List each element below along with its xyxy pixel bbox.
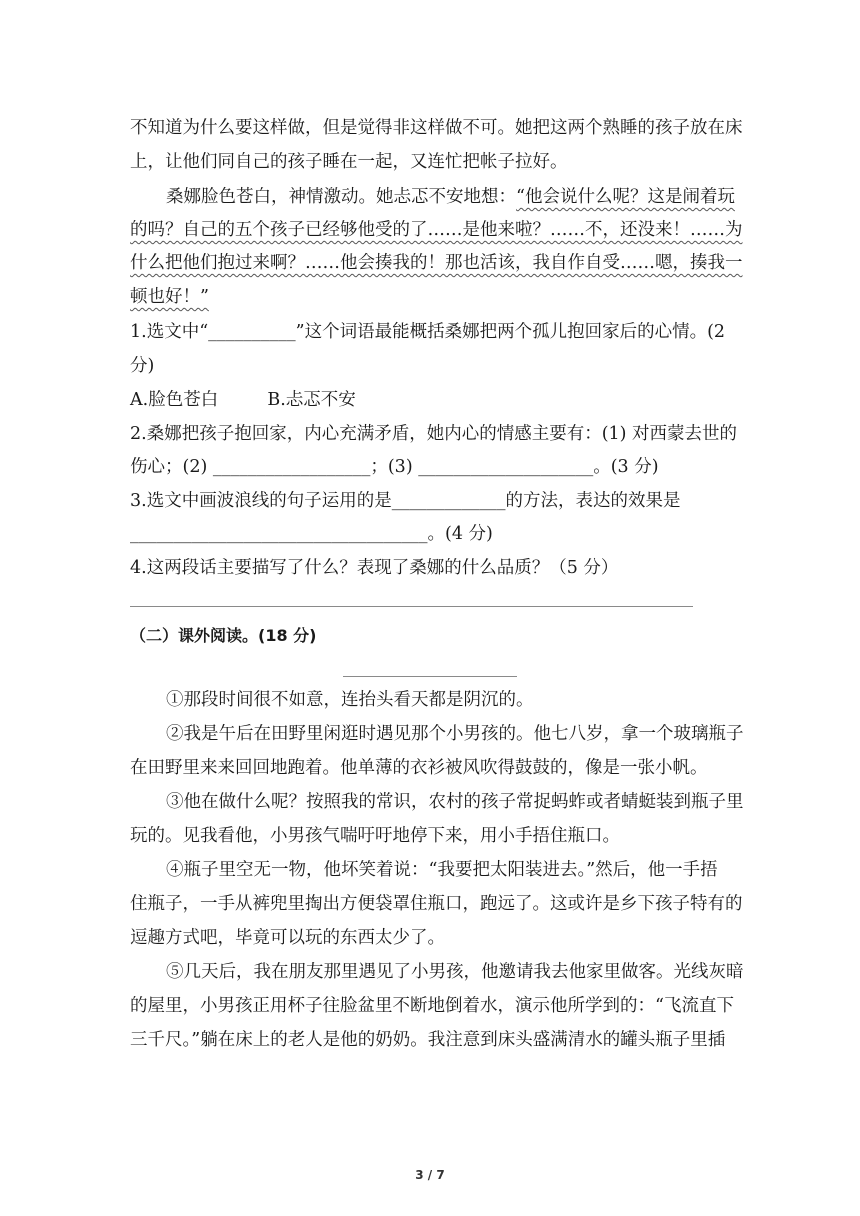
question-1-options — [130, 390, 356, 410]
question-4: 4.这两段话主要描写了什么？表现了桑娜的什么品质？（5 分） — [130, 558, 619, 578]
passage-text: 桑娜脸色苍白，神情激动。她忐忑不安地想： — [166, 187, 516, 207]
passage-line — [166, 187, 735, 207]
paragraph-line: ⑤几天后，我在朋友那里遇见了小男孩，他邀请我去他家里做客。光线灰暗 — [166, 962, 744, 982]
paragraph-line: ①那段时间很不如意，连抬头看天都是阴沉的。 — [166, 690, 534, 710]
paragraph-line: 逗趣方式吧，毕竟可以玩的东西太少了。 — [130, 928, 445, 948]
paragraph-line: 三千尺。”躺在床上的老人是他的奶奶。我注意到床头盛满清水的罐头瓶子里插 — [130, 1030, 726, 1050]
option-b: B.忐忑不安 — [267, 390, 356, 410]
paragraph-line: 的屋里，小男孩正用杯子往脸盆里不断地倒着水，演示他所学到的：“飞流直下 — [130, 996, 734, 1016]
wavy-underlined-sentence: 顿也好！” — [130, 287, 209, 307]
option-a: A.脸色苍白 — [130, 390, 219, 410]
paragraph-line: 住瓶子，一手从裤兜里掏出方便袋罩住瓶口，跑远了。这或许是乡下孩子特有的 — [130, 894, 743, 914]
question-1-score: 分) — [130, 356, 155, 376]
paragraph-line: ④瓶子里空无一物，他坏笑着说：“我要把太阳装进去。”然后，他一手捂 — [166, 860, 718, 880]
paragraph-line: 在田野里来来回回地跑着。他单薄的衣衫被风吹得鼓鼓的，像是一张小帆。 — [130, 758, 708, 778]
title-blank-line — [343, 676, 517, 677]
page-number: 3 / 7 — [415, 1168, 445, 1182]
wavy-underlined-sentence: 的吗？自己的五个孩子已经够他受的了……是他来啦？……不，还没来！……为 — [130, 220, 743, 240]
passage-line: 不知道为什么要这样做，但是觉得非这样做不可。她把这两个熟睡的孩子放在床 — [130, 118, 743, 138]
question-2-blanks: 伤心；(2) __________________；(3) ____________________。(3 分) — [130, 457, 659, 477]
question-3: 3.选文中画波浪线的句子运用的是_____________的方法，表达的效果是 — [130, 491, 681, 511]
paragraph-line: 玩的。见我看他，小男孩气喘吁吁地停下来，用小手捂住瓶口。 — [130, 826, 620, 846]
section-heading: （二）课外阅读。(18 分) — [130, 626, 317, 645]
question-3-blank: __________________________________。(4 分) — [130, 524, 493, 544]
passage-line: 上，让他们同自己的孩子睡在一起，又连忙把帐子拉好。 — [130, 152, 568, 172]
paragraph-line: ③他在做什么呢？按照我的常识，农村的孩子常捉蚂蚱或者蜻蜓装到瓶子里 — [166, 792, 744, 812]
wavy-underlined-sentence: “他会说什么呢？这是闹着玩 — [516, 187, 735, 207]
paragraph-line: ②我是午后在田野里闲逛时遇见那个小男孩的。他七八岁，拿一个玻璃瓶子 — [166, 724, 744, 744]
answer-line — [130, 606, 693, 607]
question-1: 1.选文中“__________”这个词语最能概括桑娜把两个孤儿抱回家后的心情。(2 — [130, 322, 726, 342]
wavy-underlined-sentence: 什么把他们抱过来啊？……他会揍我的！那也活该，我自作自受……嗯，揍我一 — [130, 253, 743, 273]
question-2: 2.桑娜把孩子抱回家，内心充满矛盾，她内心的情感主要有：(1) 对西蒙去世的 — [130, 424, 738, 444]
